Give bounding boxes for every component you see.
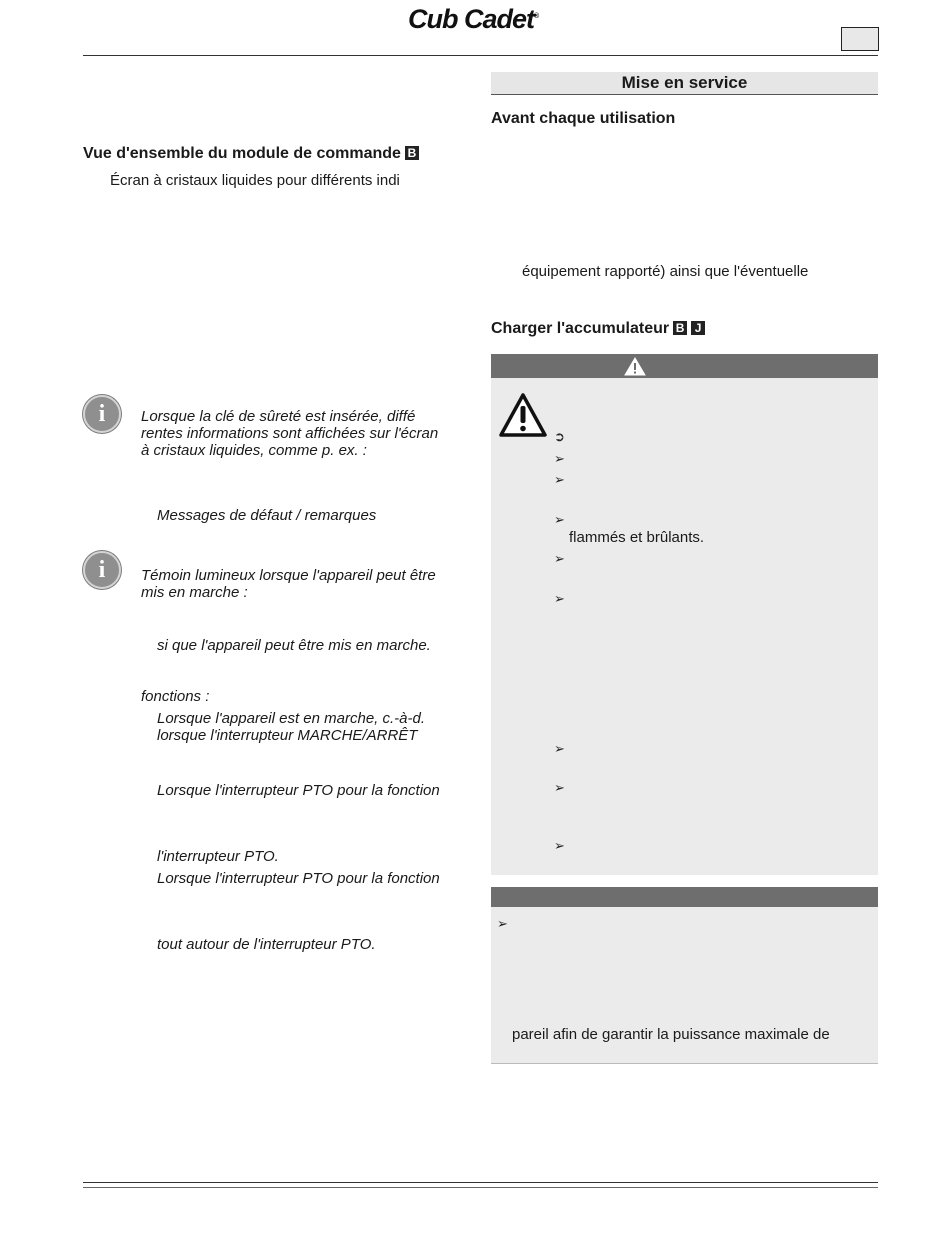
charge-heading: Charger l'accumulateur B J bbox=[491, 320, 705, 338]
bullet-icon: ➢ bbox=[554, 838, 565, 853]
overview-heading: Vue d'ensemble du module de commande B bbox=[83, 145, 419, 163]
warning-triangle-icon bbox=[498, 392, 548, 438]
before-use-text: équipement rapporté) ainsi que l'éventuelle bbox=[522, 263, 809, 280]
bullet-icon: ➢ bbox=[554, 472, 565, 487]
bullet-icon: ➢ bbox=[497, 916, 508, 931]
bullet-icon: ➢ bbox=[554, 741, 565, 756]
warning-header-bar bbox=[491, 354, 878, 378]
note-text: pareil afin de garantir la puissance maximale de bbox=[512, 1026, 830, 1043]
function-text: Lorsque l'interrupteur PTO pour la fonction bbox=[157, 870, 440, 887]
function-text: Lorsque l'appareil est en marche, c.-à-d. lorsque l'interrupteur MARCHE/ARRÊT bbox=[157, 710, 426, 744]
section-title: Mise en service bbox=[491, 72, 878, 95]
arrow-bullet-icon: ➲ bbox=[554, 429, 565, 444]
info-icon: i bbox=[83, 395, 121, 433]
info1-text: Lorsque la clé de sûreté est insérée, diffé rentes informations sont affichées sur l'écran à cristaux liquides, comme p. ex. : bbox=[141, 408, 439, 459]
bullet-icon: ➢ bbox=[554, 591, 565, 606]
info2-sub: si que l'appareil peut être mis en marche. bbox=[157, 637, 431, 654]
overview-text: Écran à cristaux liquides pour différents indi bbox=[110, 172, 400, 189]
header-rule bbox=[83, 55, 878, 56]
warning-small-icon bbox=[624, 357, 646, 376]
bullet-icon: ➢ bbox=[554, 780, 565, 795]
before-use-heading: Avant chaque utilisation bbox=[491, 110, 676, 127]
figure-badge-j: J bbox=[691, 321, 705, 335]
cub-cadet-logo: Cub Cadet® bbox=[408, 4, 539, 34]
warning-text: flammés et brûlants. bbox=[569, 529, 705, 546]
info1-sub: Messages de défaut / remarques bbox=[157, 507, 377, 524]
function-text: l'interrupteur PTO. bbox=[157, 848, 279, 865]
note-header-bar bbox=[491, 887, 878, 907]
bullet-icon: ➢ bbox=[554, 551, 565, 566]
bullet-icon: ➢ bbox=[554, 512, 565, 527]
warning-box bbox=[491, 378, 878, 875]
info2-text: Témoin lumineux lorsque l'appareil peut être mis en marche : bbox=[141, 567, 436, 601]
info-icon: i bbox=[83, 551, 121, 589]
page-number-box bbox=[841, 27, 879, 51]
function-text: tout autour de l'interrupteur PTO. bbox=[157, 936, 376, 953]
figure-badge-b: B bbox=[673, 321, 687, 335]
footer-rule bbox=[83, 1182, 878, 1183]
function-text: Lorsque l'interrupteur PTO pour la fonction bbox=[157, 782, 440, 799]
functions-label: fonctions : bbox=[141, 688, 210, 705]
footer-rule bbox=[83, 1187, 878, 1188]
bullet-icon: ➢ bbox=[554, 451, 565, 466]
figure-badge-b: B bbox=[405, 146, 419, 160]
